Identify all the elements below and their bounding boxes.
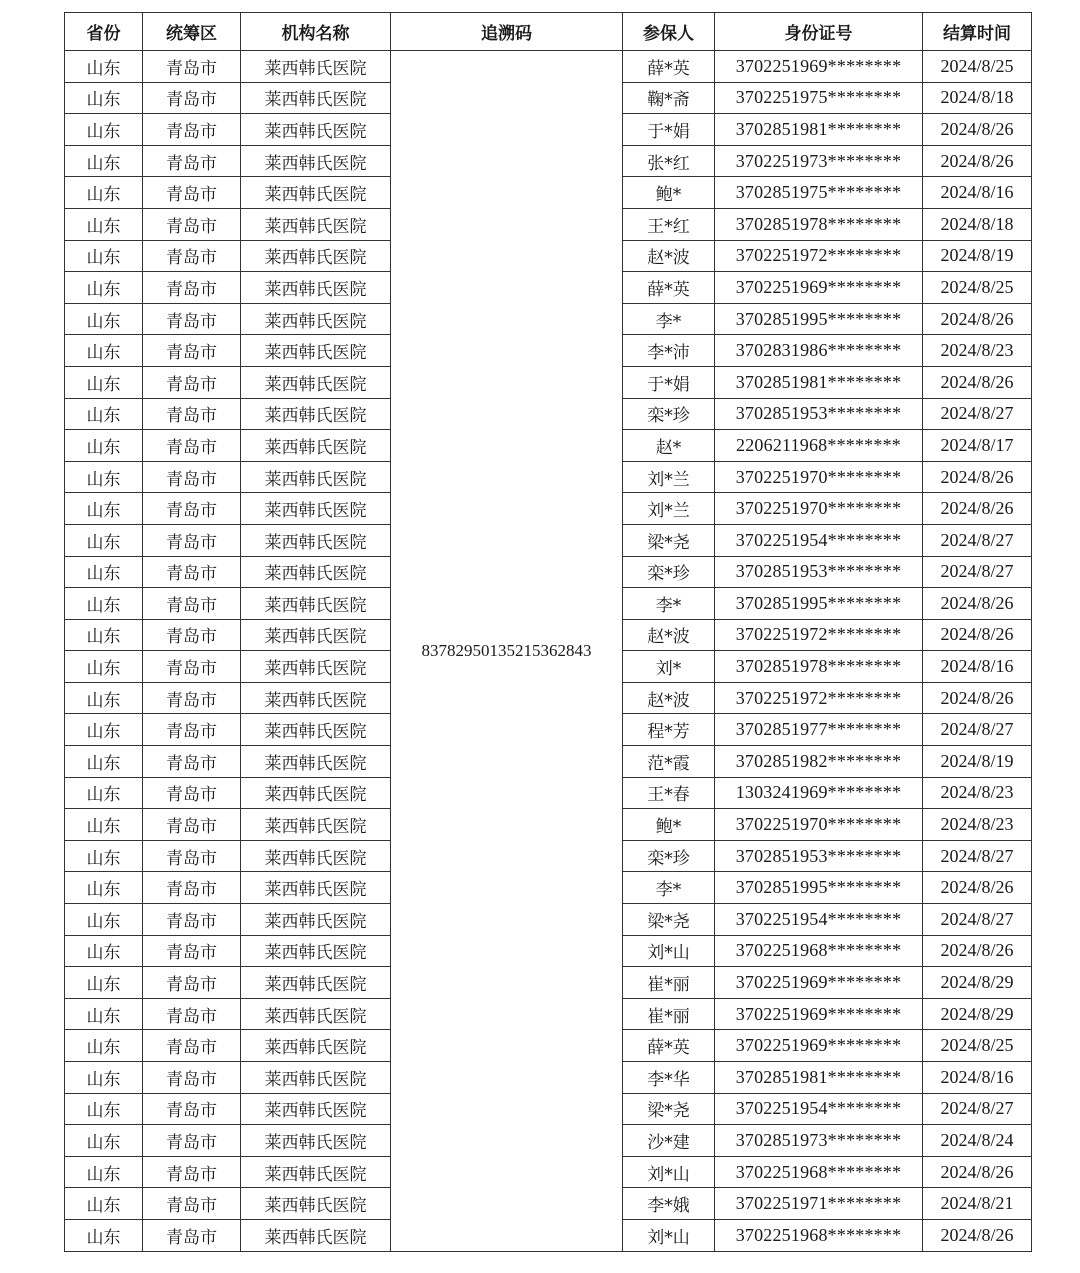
- province-cell: 山东: [65, 651, 143, 683]
- institution-cell: 莱西韩氏医院: [241, 366, 391, 398]
- header-province: 省份: [65, 13, 143, 51]
- settlement-date-cell: 2024/8/27: [923, 524, 1032, 556]
- institution-cell: 莱西韩氏医院: [241, 335, 391, 367]
- district-cell: 青岛市: [143, 714, 241, 746]
- institution-cell: 莱西韩氏医院: [241, 1156, 391, 1188]
- id-number-cell: 3702851978********: [715, 651, 923, 683]
- district-cell: 青岛市: [143, 430, 241, 462]
- district-cell: 青岛市: [143, 51, 241, 83]
- district-cell: 青岛市: [143, 208, 241, 240]
- district-cell: 青岛市: [143, 588, 241, 620]
- district-cell: 青岛市: [143, 682, 241, 714]
- settlement-date-cell: 2024/8/19: [923, 746, 1032, 778]
- insured-name-cell: 鲍*: [623, 809, 715, 841]
- insured-name-cell: 刘*兰: [623, 461, 715, 493]
- settlement-date-cell: 2024/8/25: [923, 51, 1032, 83]
- institution-cell: 莱西韩氏医院: [241, 303, 391, 335]
- insured-name-cell: 梁*尧: [623, 1093, 715, 1125]
- id-number-cell: 3702251975********: [715, 82, 923, 114]
- settlement-date-cell: 2024/8/25: [923, 1030, 1032, 1062]
- settlement-date-cell: 2024/8/26: [923, 682, 1032, 714]
- settlement-date-cell: 2024/8/16: [923, 1062, 1032, 1094]
- insured-name-cell: 薛*英: [623, 272, 715, 304]
- insured-name-cell: 王*春: [623, 777, 715, 809]
- insured-name-cell: 赵*波: [623, 240, 715, 272]
- settlement-date-cell: 2024/8/25: [923, 272, 1032, 304]
- institution-cell: 莱西韩氏医院: [241, 114, 391, 146]
- id-number-cell: 3702851953********: [715, 556, 923, 588]
- settlement-date-cell: 2024/8/29: [923, 967, 1032, 999]
- insured-name-cell: 刘*: [623, 651, 715, 683]
- institution-cell: 莱西韩氏医院: [241, 398, 391, 430]
- institution-cell: 莱西韩氏医院: [241, 145, 391, 177]
- institution-cell: 莱西韩氏医院: [241, 177, 391, 209]
- district-cell: 青岛市: [143, 746, 241, 778]
- institution-cell: 莱西韩氏医院: [241, 998, 391, 1030]
- institution-cell: 莱西韩氏医院: [241, 82, 391, 114]
- institution-cell: 莱西韩氏医院: [241, 777, 391, 809]
- settlement-date-cell: 2024/8/27: [923, 840, 1032, 872]
- district-cell: 青岛市: [143, 619, 241, 651]
- institution-cell: 莱西韩氏医院: [241, 1062, 391, 1094]
- id-number-cell: 3702251954********: [715, 524, 923, 556]
- id-number-cell: 3702251969********: [715, 272, 923, 304]
- district-cell: 青岛市: [143, 1219, 241, 1251]
- id-number-cell: 3702851973********: [715, 1125, 923, 1157]
- province-cell: 山东: [65, 619, 143, 651]
- district-cell: 青岛市: [143, 335, 241, 367]
- insured-name-cell: 赵*波: [623, 619, 715, 651]
- institution-cell: 莱西韩氏医院: [241, 714, 391, 746]
- institution-cell: 莱西韩氏医院: [241, 935, 391, 967]
- insured-name-cell: 赵*波: [623, 682, 715, 714]
- insured-name-cell: 刘*山: [623, 935, 715, 967]
- settlement-date-cell: 2024/8/26: [923, 366, 1032, 398]
- header-row: [65, 13, 1032, 51]
- province-cell: 山东: [65, 335, 143, 367]
- settlement-date-cell: 2024/8/23: [923, 335, 1032, 367]
- province-cell: 山东: [65, 777, 143, 809]
- province-cell: 山东: [65, 1156, 143, 1188]
- province-cell: 山东: [65, 51, 143, 83]
- district-cell: 青岛市: [143, 493, 241, 525]
- id-number-cell: 3702251972********: [715, 240, 923, 272]
- province-cell: 山东: [65, 1219, 143, 1251]
- insured-name-cell: 鞠*斋: [623, 82, 715, 114]
- id-number-cell: 3702851977********: [715, 714, 923, 746]
- insured-name-cell: 栾*珍: [623, 556, 715, 588]
- settlement-date-cell: 2024/8/26: [923, 619, 1032, 651]
- province-cell: 山东: [65, 809, 143, 841]
- district-cell: 青岛市: [143, 809, 241, 841]
- settlement-date-cell: 2024/8/27: [923, 714, 1032, 746]
- insured-name-cell: 范*霞: [623, 746, 715, 778]
- settlement-date-cell: 2024/8/26: [923, 588, 1032, 620]
- institution-cell: 莱西韩氏医院: [241, 493, 391, 525]
- id-number-cell: 3702851975********: [715, 177, 923, 209]
- institution-cell: 莱西韩氏医院: [241, 461, 391, 493]
- id-number-cell: 3702251972********: [715, 619, 923, 651]
- institution-cell: 莱西韩氏医院: [241, 1188, 391, 1220]
- province-cell: 山东: [65, 303, 143, 335]
- trace-code-cell: 83782950135215362843: [391, 51, 623, 1252]
- settlement-date-cell: 2024/8/18: [923, 82, 1032, 114]
- header-trace-code: 追溯码: [391, 13, 623, 51]
- province-cell: 山东: [65, 1062, 143, 1094]
- district-cell: 青岛市: [143, 998, 241, 1030]
- settlement-date-cell: 2024/8/26: [923, 872, 1032, 904]
- district-cell: 青岛市: [143, 82, 241, 114]
- settlement-date-cell: 2024/8/23: [923, 809, 1032, 841]
- province-cell: 山东: [65, 1188, 143, 1220]
- institution-cell: 莱西韩氏医院: [241, 240, 391, 272]
- id-number-cell: 3702851981********: [715, 114, 923, 146]
- district-cell: 青岛市: [143, 524, 241, 556]
- province-cell: 山东: [65, 967, 143, 999]
- id-number-cell: 3702251954********: [715, 1093, 923, 1125]
- district-cell: 青岛市: [143, 398, 241, 430]
- district-cell: 青岛市: [143, 114, 241, 146]
- settlement-date-cell: 2024/8/19: [923, 240, 1032, 272]
- institution-cell: 莱西韩氏医院: [241, 872, 391, 904]
- institution-cell: 莱西韩氏医院: [241, 51, 391, 83]
- id-number-cell: 3702251970********: [715, 461, 923, 493]
- institution-cell: 莱西韩氏医院: [241, 1093, 391, 1125]
- province-cell: 山东: [65, 272, 143, 304]
- institution-cell: 莱西韩氏医院: [241, 651, 391, 683]
- province-cell: 山东: [65, 177, 143, 209]
- insured-name-cell: 崔*丽: [623, 998, 715, 1030]
- province-cell: 山东: [65, 114, 143, 146]
- institution-cell: 莱西韩氏医院: [241, 967, 391, 999]
- district-cell: 青岛市: [143, 272, 241, 304]
- settlement-date-cell: 2024/8/16: [923, 651, 1032, 683]
- province-cell: 山东: [65, 746, 143, 778]
- insured-name-cell: 梁*尧: [623, 904, 715, 936]
- district-cell: 青岛市: [143, 904, 241, 936]
- institution-cell: 莱西韩氏医院: [241, 430, 391, 462]
- id-number-cell: 3702251969********: [715, 51, 923, 83]
- district-cell: 青岛市: [143, 366, 241, 398]
- district-cell: 青岛市: [143, 1188, 241, 1220]
- province-cell: 山东: [65, 1093, 143, 1125]
- district-cell: 青岛市: [143, 240, 241, 272]
- province-cell: 山东: [65, 998, 143, 1030]
- institution-cell: 莱西韩氏医院: [241, 524, 391, 556]
- settlement-date-cell: 2024/8/27: [923, 398, 1032, 430]
- province-cell: 山东: [65, 1030, 143, 1062]
- province-cell: 山东: [65, 398, 143, 430]
- id-number-cell: 3702831986********: [715, 335, 923, 367]
- settlement-date-cell: 2024/8/26: [923, 1156, 1032, 1188]
- insured-name-cell: 王*红: [623, 208, 715, 240]
- institution-cell: 莱西韩氏医院: [241, 619, 391, 651]
- id-number-cell: 3702851978********: [715, 208, 923, 240]
- settlement-date-cell: 2024/8/27: [923, 1093, 1032, 1125]
- id-number-cell: 3702251973********: [715, 145, 923, 177]
- insured-name-cell: 李*沛: [623, 335, 715, 367]
- district-cell: 青岛市: [143, 777, 241, 809]
- table-body: [65, 51, 1032, 1252]
- insured-name-cell: 于*娟: [623, 114, 715, 146]
- insured-name-cell: 栾*珍: [623, 398, 715, 430]
- insured-name-cell: 赵*: [623, 430, 715, 462]
- district-cell: 青岛市: [143, 177, 241, 209]
- province-cell: 山东: [65, 145, 143, 177]
- district-cell: 青岛市: [143, 1062, 241, 1094]
- insured-name-cell: 沙*建: [623, 1125, 715, 1157]
- id-number-cell: 3702851995********: [715, 303, 923, 335]
- institution-cell: 莱西韩氏医院: [241, 682, 391, 714]
- id-number-cell: 3702851995********: [715, 872, 923, 904]
- insured-name-cell: 张*红: [623, 145, 715, 177]
- insured-name-cell: 刘*兰: [623, 493, 715, 525]
- settlement-date-cell: 2024/8/26: [923, 145, 1032, 177]
- institution-cell: 莱西韩氏医院: [241, 840, 391, 872]
- insured-name-cell: 栾*珍: [623, 840, 715, 872]
- insured-name-cell: 刘*山: [623, 1156, 715, 1188]
- insured-name-cell: 于*娟: [623, 366, 715, 398]
- district-cell: 青岛市: [143, 840, 241, 872]
- province-cell: 山东: [65, 840, 143, 872]
- institution-cell: 莱西韩氏医院: [241, 904, 391, 936]
- insured-name-cell: 李*: [623, 303, 715, 335]
- settlement-date-cell: 2024/8/24: [923, 1125, 1032, 1157]
- district-cell: 青岛市: [143, 872, 241, 904]
- id-number-cell: 3702251954********: [715, 904, 923, 936]
- insured-name-cell: 刘*山: [623, 1219, 715, 1251]
- district-cell: 青岛市: [143, 461, 241, 493]
- insured-name-cell: 李*华: [623, 1062, 715, 1094]
- insured-name-cell: 李*: [623, 588, 715, 620]
- province-cell: 山东: [65, 1125, 143, 1157]
- institution-cell: 莱西韩氏医院: [241, 809, 391, 841]
- province-cell: 山东: [65, 872, 143, 904]
- settlement-date-cell: 2024/8/26: [923, 461, 1032, 493]
- id-number-cell: 2206211968********: [715, 430, 923, 462]
- province-cell: 山东: [65, 682, 143, 714]
- header-institution: 机构名称: [241, 13, 391, 51]
- district-cell: 青岛市: [143, 1125, 241, 1157]
- id-number-cell: 3702251969********: [715, 998, 923, 1030]
- district-cell: 青岛市: [143, 935, 241, 967]
- header-settlement-date: 结算时间: [923, 13, 1032, 51]
- settlement-date-cell: 2024/8/26: [923, 114, 1032, 146]
- province-cell: 山东: [65, 430, 143, 462]
- settlement-date-cell: 2024/8/23: [923, 777, 1032, 809]
- district-cell: 青岛市: [143, 1030, 241, 1062]
- settlement-date-cell: 2024/8/18: [923, 208, 1032, 240]
- province-cell: 山东: [65, 366, 143, 398]
- id-number-cell: 3702251968********: [715, 1219, 923, 1251]
- settlement-date-cell: 2024/8/26: [923, 935, 1032, 967]
- province-cell: 山东: [65, 935, 143, 967]
- insured-name-cell: 李*娥: [623, 1188, 715, 1220]
- id-number-cell: 3702851981********: [715, 1062, 923, 1094]
- institution-cell: 莱西韩氏医院: [241, 208, 391, 240]
- id-number-cell: 3702251969********: [715, 1030, 923, 1062]
- province-cell: 山东: [65, 556, 143, 588]
- id-number-cell: 1303241969********: [715, 777, 923, 809]
- settlement-date-cell: 2024/8/26: [923, 493, 1032, 525]
- province-cell: 山东: [65, 714, 143, 746]
- institution-cell: 莱西韩氏医院: [241, 1030, 391, 1062]
- province-cell: 山东: [65, 240, 143, 272]
- institution-cell: 莱西韩氏医院: [241, 1125, 391, 1157]
- insured-name-cell: 崔*丽: [623, 967, 715, 999]
- id-number-cell: 3702251970********: [715, 493, 923, 525]
- id-number-cell: 3702851953********: [715, 840, 923, 872]
- institution-cell: 莱西韩氏医院: [241, 272, 391, 304]
- district-cell: 青岛市: [143, 1156, 241, 1188]
- insured-name-cell: 鲍*: [623, 177, 715, 209]
- institution-cell: 莱西韩氏医院: [241, 556, 391, 588]
- province-cell: 山东: [65, 588, 143, 620]
- district-cell: 青岛市: [143, 556, 241, 588]
- settlement-date-cell: 2024/8/17: [923, 430, 1032, 462]
- id-number-cell: 3702851982********: [715, 746, 923, 778]
- id-number-cell: 3702251972********: [715, 682, 923, 714]
- institution-cell: 莱西韩氏医院: [241, 1219, 391, 1251]
- id-number-cell: 3702851953********: [715, 398, 923, 430]
- district-cell: 青岛市: [143, 651, 241, 683]
- district-cell: 青岛市: [143, 1093, 241, 1125]
- id-number-cell: 3702851995********: [715, 588, 923, 620]
- institution-cell: 莱西韩氏医院: [241, 746, 391, 778]
- header-insured-person: 参保人: [623, 13, 715, 51]
- settlement-date-cell: 2024/8/27: [923, 556, 1032, 588]
- province-cell: 山东: [65, 208, 143, 240]
- header-id-number: 身份证号: [715, 13, 923, 51]
- province-cell: 山东: [65, 82, 143, 114]
- id-number-cell: 3702251968********: [715, 935, 923, 967]
- insured-name-cell: 梁*尧: [623, 524, 715, 556]
- district-cell: 青岛市: [143, 145, 241, 177]
- settlement-date-cell: 2024/8/29: [923, 998, 1032, 1030]
- province-cell: 山东: [65, 493, 143, 525]
- id-number-cell: 3702251970********: [715, 809, 923, 841]
- header-district: 统筹区: [143, 13, 241, 51]
- insured-name-cell: 薛*英: [623, 1030, 715, 1062]
- province-cell: 山东: [65, 461, 143, 493]
- insured-name-cell: 程*芳: [623, 714, 715, 746]
- table-row: [65, 51, 1032, 83]
- settlement-records-table: [64, 12, 1032, 1252]
- id-number-cell: 3702251971********: [715, 1188, 923, 1220]
- settlement-date-cell: 2024/8/26: [923, 1219, 1032, 1251]
- district-cell: 青岛市: [143, 967, 241, 999]
- insured-name-cell: 李*: [623, 872, 715, 904]
- province-cell: 山东: [65, 524, 143, 556]
- institution-cell: 莱西韩氏医院: [241, 588, 391, 620]
- settlement-date-cell: 2024/8/16: [923, 177, 1032, 209]
- id-number-cell: 3702851981********: [715, 366, 923, 398]
- insured-name-cell: 薛*英: [623, 51, 715, 83]
- settlement-date-cell: 2024/8/27: [923, 904, 1032, 936]
- id-number-cell: 3702251968********: [715, 1156, 923, 1188]
- settlement-date-cell: 2024/8/26: [923, 303, 1032, 335]
- district-cell: 青岛市: [143, 303, 241, 335]
- id-number-cell: 3702251969********: [715, 967, 923, 999]
- settlement-date-cell: 2024/8/21: [923, 1188, 1032, 1220]
- province-cell: 山东: [65, 904, 143, 936]
